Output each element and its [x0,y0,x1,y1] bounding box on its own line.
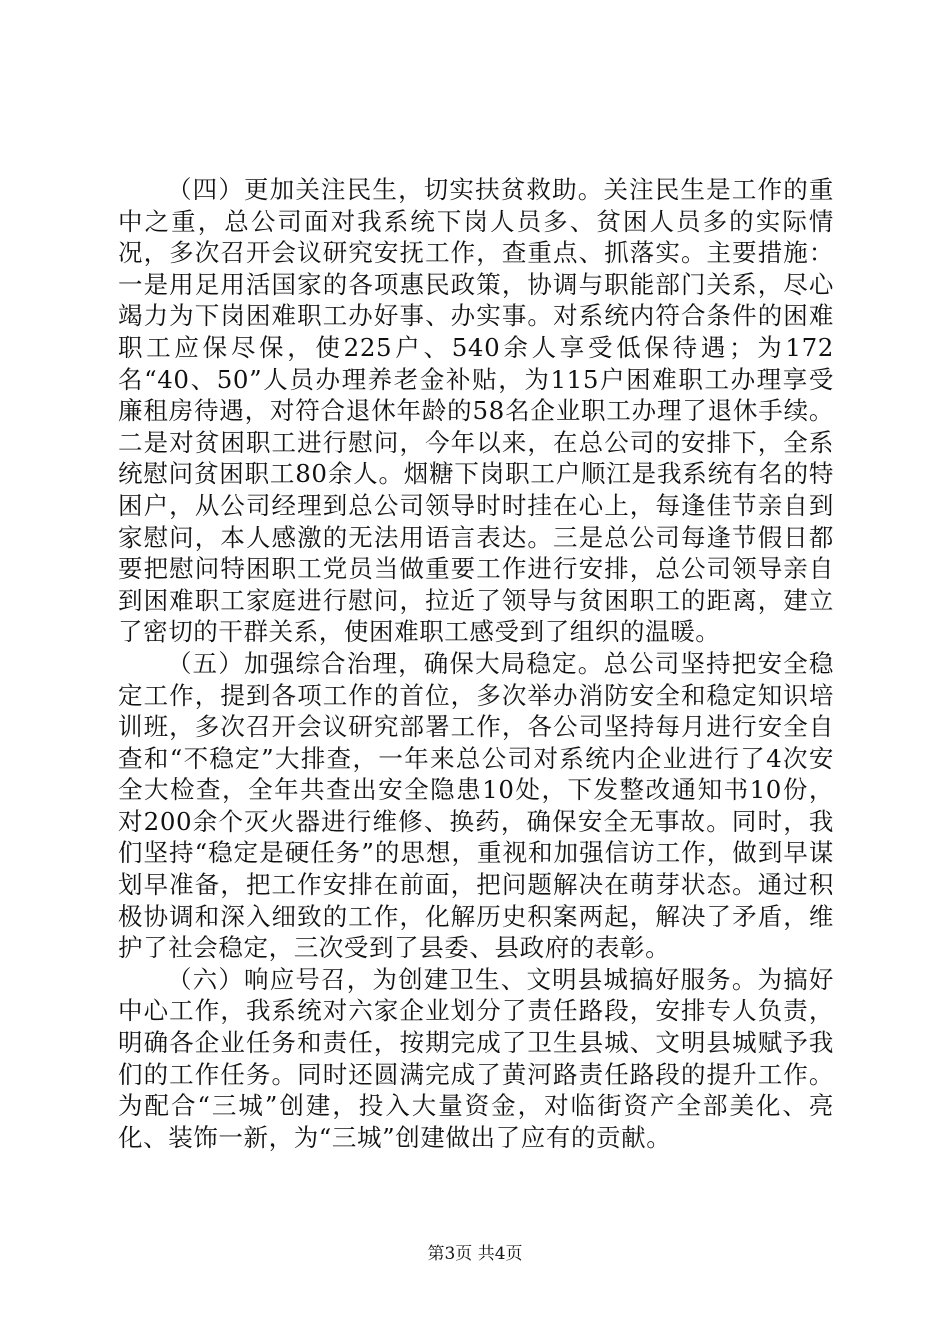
paragraph-section-four: （四）更加关注民生，切实扶贫救助。关注民生是工作的重中之重，总公司面对我系统下岗人员多、贫困人员多的实际情况，多次召开会议研究安抚工作，查重点、抓落实。主要措施：一是用足用活国家的各项惠民政策，协调与职能部门关系，尽心竭力为下岗困难职工办好事、办实事。对系统内符合条件的困难职工应保尽保，使225户、540余人享受低保待遇；为172名“40、50”人员办理养老金补贴，为115户困难职工办理享受廉租房待遇，对符合退休年龄的58名企业职工办理了退休手续。二是对贫困职工进行慰问，今年以来，在总公司的安排下，全系统慰问贫困职工80余人。烟糖下岗职工户顺江是我系统有名的特困户，从公司经理到总公司领导时时挂在心上，每逢佳节亲自到家慰问，本人感激的无法用语言表达。三是总公司每逢节假日都要把慰问特困职工党员当做重要工作进行安排，总公司领导亲自到困难职工家庭进行慰问，拉近了领导与贫困职工的距离，建立了密切的干群关系，使困难职工感受到了组织的温暖。 [118,175,834,647]
document-body [118,174,834,1153]
paragraph-section-five: （五）加强综合治理，确保大局稳定。总公司坚持把安全稳定工作，提到各项工作的首位，多次举办消防安全和稳定知识培训班，多次召开会议研究部署工作，各公司坚持每月进行安全自查和“不稳定”大排查，一年来总公司对系统内企业进行了4次安全大检查，全年共查出安全隐患10处，下发整改通知书10份，对200余个灭火器进行维修、换药，确保安全无事故。同时，我们坚持“稳定是硬任务”的思想，重视和加强信访工作，做到早谋划早准备，把工作安排在前面，把问题解决在萌芽状态。通过积极协调和深入细致的工作，化解历史积案两起，解决了矛盾，维护了社会稳定，三次受到了县委、县政府的表彰。 [118,648,834,963]
page-number-footer: 第3页 共4页 [427,1244,523,1264]
paragraph-section-six: （六）响应号召，为创建卫生、文明县城搞好服务。为搞好中心工作，我系统对六家企业划分了责任路段，安排专人负责，明确各企业任务和责任，按期完成了卫生县城、文明县城赋予我们的工作任务。同时还圆满完成了黄河路责任路段的提升工作。为配合“三城”创建，投入大量资金，对临街资产全部美化、亮化、装饰一新，为“三城”创建做出了应有的贡献。 [118,964,834,1152]
